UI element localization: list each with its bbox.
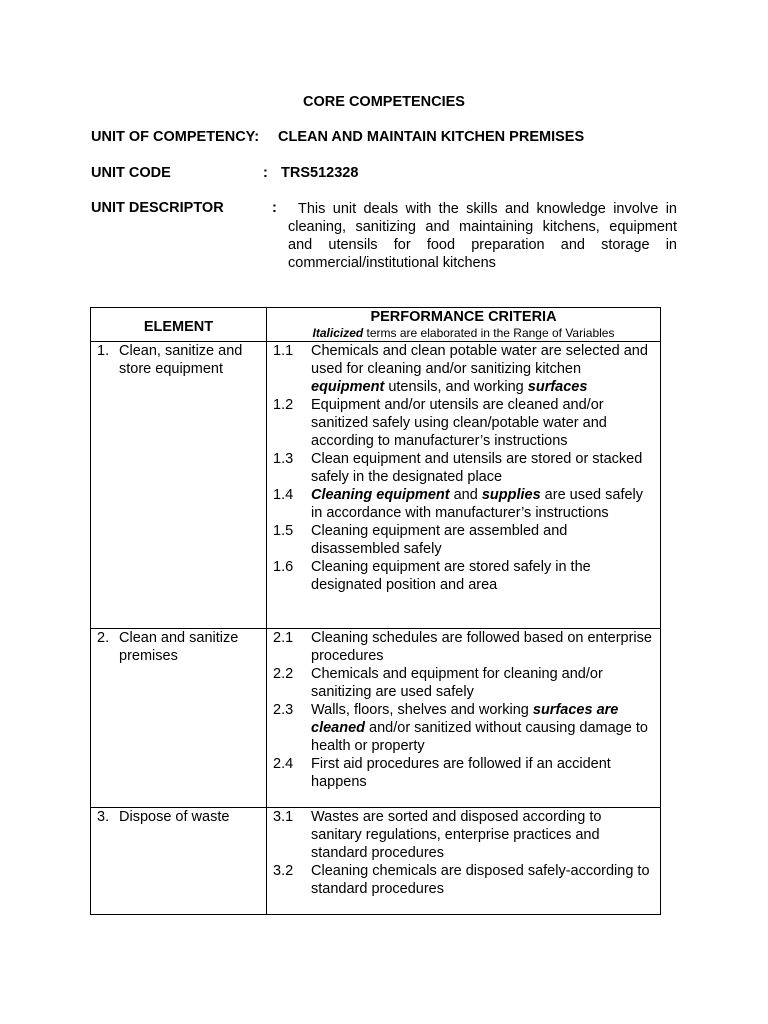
criteria-text xyxy=(311,665,656,701)
criteria-item xyxy=(273,486,656,522)
criteria-item xyxy=(273,558,656,594)
criteria-text xyxy=(311,558,656,594)
criteria-item xyxy=(273,808,656,862)
unit-descriptor-text xyxy=(288,200,677,272)
criteria-text-part: Equipment and/or utensils are cleaned and/or sanitized safely using clean/potable water and according to manufacturer’s instructions xyxy=(311,397,607,449)
criteria-cell xyxy=(267,342,661,629)
criteria-text-part: Cleaning equipment are assembled and disassembled safely xyxy=(311,523,568,557)
header-pc-subtitle xyxy=(267,326,660,341)
table-row xyxy=(91,342,661,629)
criteria-number: 3.2 xyxy=(273,863,294,879)
criteria-number: 1.4 xyxy=(273,487,294,503)
criteria-item xyxy=(273,450,656,486)
header-performance-criteria xyxy=(267,308,661,342)
criteria-text-part: Wastes are sorted and disposed according to sanitary regulations, enterprise practices and standard procedures xyxy=(311,809,602,861)
criteria-number: 1.6 xyxy=(273,559,294,575)
range-variable-term: supplies xyxy=(481,487,541,503)
unit-descriptor-colon: : xyxy=(272,200,277,216)
criteria-number: 2.3 xyxy=(273,702,294,718)
unit-code-label: UNIT CODE xyxy=(91,165,171,181)
criteria-cell xyxy=(267,629,661,808)
criteria-text xyxy=(311,342,656,396)
criteria-text-part: Walls, floors, shelves and working xyxy=(311,702,533,718)
element-cell xyxy=(91,629,267,808)
criteria-number: 2.1 xyxy=(273,630,294,646)
page-title: CORE COMPETENCIES xyxy=(303,94,465,110)
criteria-text-part: Cleaning chemicals are disposed safely-according to standard procedures xyxy=(311,863,650,897)
criteria-item xyxy=(273,755,656,791)
criteria-item xyxy=(273,862,656,898)
criteria-item xyxy=(273,522,656,558)
element-text: Clean and sanitize premises xyxy=(119,630,239,664)
header-pc-sub-rest: terms are elaborated in the Range of Variables xyxy=(363,326,615,340)
element-number: 3. xyxy=(97,809,110,825)
header-pc-title: PERFORMANCE CRITERIA xyxy=(370,309,557,325)
element-number: 1. xyxy=(97,343,110,359)
criteria-number: 1.1 xyxy=(273,343,294,359)
range-variable-term: surfaces xyxy=(527,379,588,395)
criteria-text xyxy=(311,450,656,486)
criteria-cell xyxy=(267,808,661,915)
criteria-number: 1.3 xyxy=(273,451,294,467)
criteria-text-part: and xyxy=(449,487,482,503)
unit-of-competency-value: CLEAN AND MAINTAIN KITCHEN PREMISES xyxy=(278,129,585,145)
element-cell xyxy=(91,342,267,629)
criteria-text-part: Clean equipment and utensils are stored or stacked safely in the designated place xyxy=(311,451,643,485)
element-text: Dispose of waste xyxy=(119,809,230,825)
header-element: ELEMENT xyxy=(91,308,267,342)
unit-descriptor-body: This unit deals with the skills and knowledge involve in cleaning, sanitizing and maintaining kitchens, equipment and utensils for food preparation and storage in commercial/institutional kitchens xyxy=(288,201,677,271)
criteria-item xyxy=(273,396,656,450)
criteria-text xyxy=(311,808,656,862)
criteria-number: 1.2 xyxy=(273,397,294,413)
criteria-item xyxy=(273,629,656,665)
element-text: Clean, sanitize and store equipment xyxy=(119,343,243,377)
criteria-text xyxy=(311,396,656,450)
criteria-text-part: Chemicals and clean potable water are selected and used for cleaning and/or sanitizing kitchen xyxy=(311,343,648,377)
criteria-text-part: utensils, and working xyxy=(384,379,528,395)
criteria-item xyxy=(273,701,656,755)
header-pc-sub-italic: Italicized xyxy=(312,326,364,340)
table-row xyxy=(91,808,661,915)
criteria-text-part: and/or sanitized without causing damage to health or property xyxy=(311,720,648,754)
criteria-text xyxy=(311,755,656,791)
unit-code-colon: : xyxy=(263,165,268,181)
criteria-number: 2.4 xyxy=(273,756,294,772)
criteria-text-part: are used safely in accordance with manufacturer’s instructions xyxy=(311,487,644,521)
range-variable-term: surfaces are cleaned xyxy=(311,702,619,736)
criteria-item xyxy=(273,665,656,701)
criteria-text xyxy=(311,486,656,522)
criteria-list xyxy=(267,808,660,898)
criteria-text-part: Cleaning schedules are followed based on enterprise procedures xyxy=(311,630,652,664)
element-item xyxy=(91,342,266,378)
competency-table xyxy=(90,307,661,915)
criteria-item xyxy=(273,342,656,396)
unit-descriptor-label: UNIT DESCRIPTOR xyxy=(91,200,224,216)
criteria-text xyxy=(311,522,656,558)
table-row xyxy=(91,629,661,808)
criteria-list xyxy=(267,342,660,594)
criteria-text xyxy=(311,701,656,755)
element-cell xyxy=(91,808,267,915)
unit-of-competency xyxy=(91,129,585,145)
range-variable-term: equipment xyxy=(311,379,385,395)
unit-code xyxy=(91,165,359,181)
element-number: 2. xyxy=(97,630,110,646)
table-header-row xyxy=(91,308,661,342)
criteria-text-part: First aid procedures are followed if an accident happens xyxy=(311,756,611,790)
criteria-number: 3.1 xyxy=(273,809,294,825)
unit-of-competency-label: UNIT OF COMPETENCY: xyxy=(91,129,260,145)
criteria-text-part: Cleaning equipment are stored safely in the designated position and area xyxy=(311,559,591,593)
element-item xyxy=(91,629,266,665)
unit-code-value: TRS512328 xyxy=(281,165,359,181)
criteria-text xyxy=(311,629,656,665)
criteria-text xyxy=(311,862,656,898)
criteria-number: 1.5 xyxy=(273,523,294,539)
criteria-number: 2.2 xyxy=(273,666,294,682)
table-body xyxy=(91,342,661,915)
criteria-text-part: Chemicals and equipment for cleaning and/or sanitizing are used safely xyxy=(311,666,603,700)
element-item xyxy=(91,808,266,826)
criteria-list xyxy=(267,629,660,791)
range-variable-term: Cleaning equipment xyxy=(311,487,450,503)
